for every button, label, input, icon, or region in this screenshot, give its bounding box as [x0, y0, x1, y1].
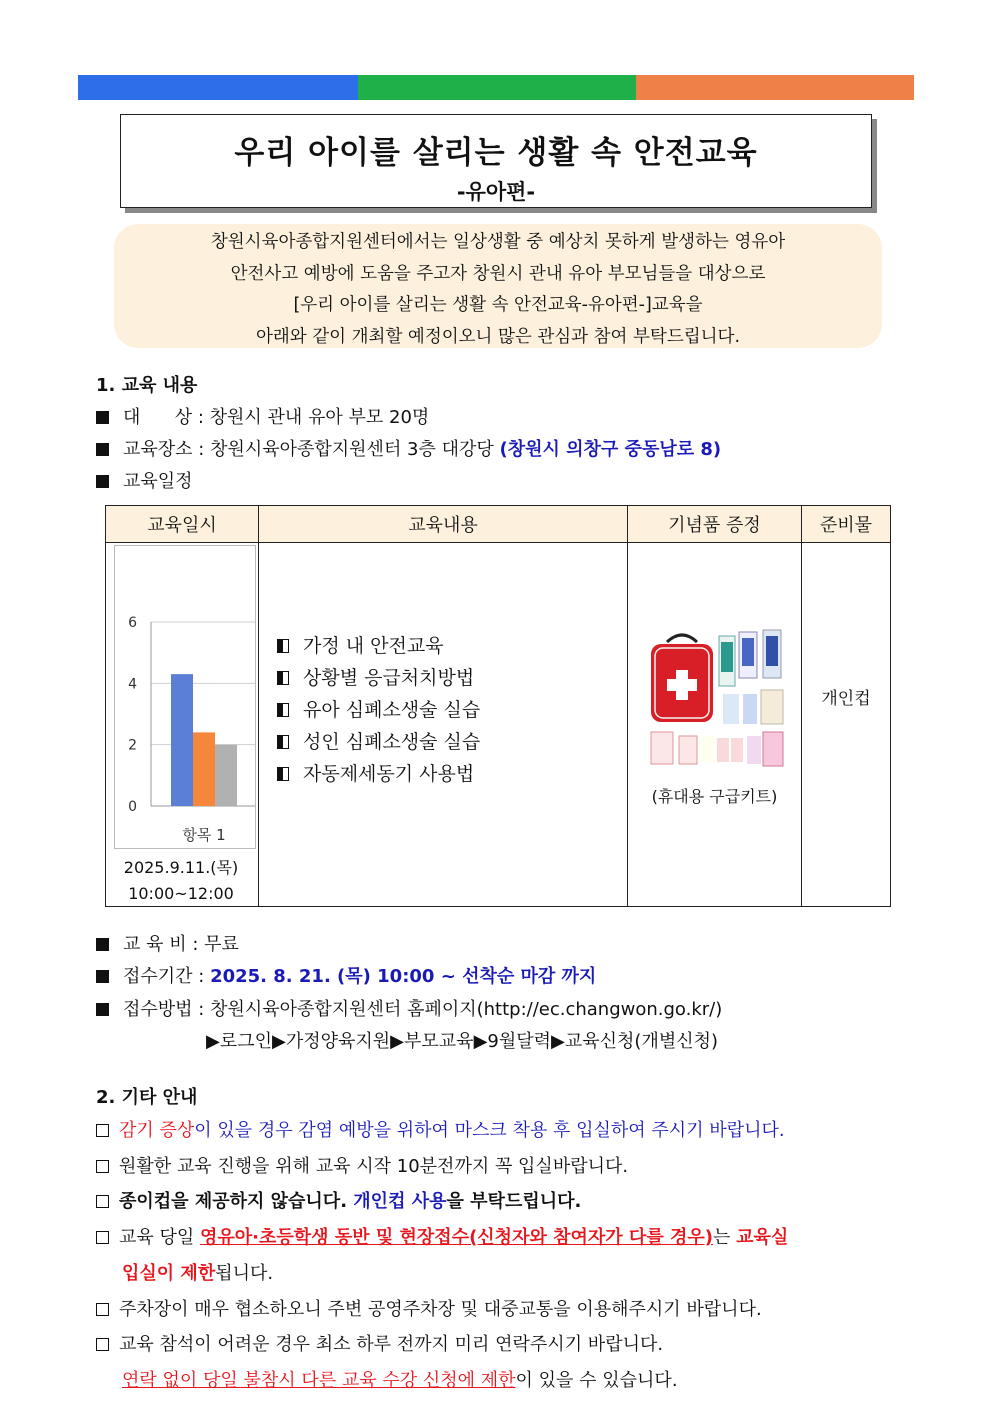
table-header-row	[106, 506, 891, 543]
chart-bar	[193, 732, 215, 806]
notice-6-cont: 연락 없이 당일 불참시 다른 교육 수강 신청에 제한이 있을 수 있습니다.	[122, 1370, 678, 1391]
content-item: 성인 심폐소생술 실습	[277, 726, 626, 758]
half-square-icon	[277, 639, 289, 653]
content-item: 가정 내 안전교육	[277, 630, 626, 662]
place-value: 창원시육아종합지원센터 3층 대강당	[210, 439, 500, 460]
content-item: 자동제세동기 사용법	[277, 758, 626, 790]
method-line	[96, 995, 722, 1021]
intro-box	[114, 224, 882, 348]
notice-3: 종이컵을 제공하지 않습니다. 개인컵 사용을 부탁드립니다.	[96, 1187, 581, 1213]
edu-time: 10:00~12:00	[128, 884, 234, 903]
section2-heading: 2. 기타 안내	[96, 1087, 198, 1108]
intro-line: 안전사고 예방에 도움을 주고자 창원시 관내 유아 부모님들을 대상으로	[230, 263, 766, 284]
fee-line	[96, 930, 239, 956]
method-value: 창원시육아종합지원센터 홈페이지(http://ec.changwon.go.kr/)	[210, 999, 723, 1020]
chart-frame	[114, 545, 256, 849]
schedule-line	[96, 467, 193, 493]
section1-heading: 1. 교육 내용	[96, 375, 198, 396]
half-square-icon	[277, 703, 289, 717]
page-subtitle: -유아편-	[456, 180, 536, 204]
chart-ytick-label: 6	[128, 615, 137, 631]
chart-bar	[171, 674, 193, 806]
intro-line: [우리 아이를 살리는 생활 속 안전교육-유아편-]교육을	[293, 295, 703, 315]
bullet-square-icon	[96, 938, 109, 951]
header-content: 교육내용	[259, 506, 628, 543]
edu-date: 2025.9.11.(목)	[123, 858, 239, 877]
supplies-cell	[802, 543, 891, 907]
bullet-square-icon	[96, 411, 109, 424]
header-supplies: 준비물	[802, 506, 891, 543]
target-label: 대 상 :	[123, 407, 210, 428]
method-path: ▶로그인▶가정양육지원▶부모교육▶9월달력▶교육신청(개별신청)	[206, 1031, 719, 1052]
checkbox-icon	[96, 1303, 109, 1316]
notice-6: 교육 참석이 어려운 경우 최소 하루 전까지 미리 연락주시기 바랍니다.	[96, 1330, 663, 1356]
content-item: 상황별 응급처치방법	[277, 662, 626, 694]
header-date: 교육일시	[106, 506, 259, 543]
checkbox-icon	[96, 1124, 109, 1137]
period-line	[96, 962, 596, 988]
date-cell	[106, 543, 259, 907]
checkbox-icon	[96, 1338, 109, 1351]
chart-ytick-label: 0	[128, 799, 137, 815]
chart-ytick-label: 4	[128, 676, 137, 693]
schedule-label: 교육일정	[123, 471, 193, 492]
fee-label: 교 육 비 :	[123, 934, 205, 955]
period-label: 접수기간 :	[123, 966, 211, 987]
half-square-icon	[277, 767, 289, 781]
schedule-table	[105, 505, 891, 907]
bar-chart	[115, 546, 257, 850]
chart-ytick-label: 2	[128, 737, 137, 754]
checkbox-icon	[96, 1195, 109, 1208]
method-label: 접수방법 :	[123, 999, 211, 1020]
period-value: 2025. 8. 21. (목) 10:00 ~ 선착순 마감 까지	[210, 966, 597, 987]
color-bar-green	[358, 75, 636, 100]
half-square-icon	[277, 735, 289, 749]
checkbox-icon	[96, 1160, 109, 1173]
color-bar-orange	[636, 75, 914, 100]
supplies-value: 개인컵	[821, 689, 871, 709]
target-value: 창원시 관내 유아 부모 20명	[209, 407, 430, 428]
place-address: (창원시 의창구 중동남로 8)	[499, 439, 722, 460]
notice-5: 주차장이 매우 협소하오니 주변 공영주차장 및 대중교통을 이용해주시기 바랍니다.	[96, 1295, 762, 1321]
bullet-square-icon	[96, 1003, 109, 1016]
first-aid-kit-image	[645, 628, 785, 774]
checkbox-icon	[96, 1231, 109, 1244]
place-line	[96, 435, 721, 461]
gift-cell	[628, 543, 802, 907]
header-gift: 기념품 증정	[628, 506, 802, 543]
notice-4-cont: 입실이 제한됩니다.	[122, 1263, 274, 1284]
place-label: 교육장소 :	[123, 439, 211, 460]
bullet-square-icon	[96, 443, 109, 456]
color-bar-blue	[78, 75, 358, 100]
notice-2: 원활한 교육 진행을 위해 교육 시작 10분전까지 꼭 입실바랍니다.	[96, 1152, 628, 1178]
chart-category-label: 항목 1	[182, 826, 226, 844]
gift-caption: (휴대용 구급키트)	[651, 787, 778, 806]
page-title: 우리 아이를 살리는 생활 속 안전교육	[234, 135, 758, 171]
intro-line: 아래와 같이 개최할 예정이오니 많은 관심과 참여 부탁드립니다.	[255, 326, 741, 347]
table-row	[106, 543, 891, 907]
half-square-icon	[277, 671, 289, 685]
bullet-square-icon	[96, 475, 109, 488]
fee-value: 무료	[204, 934, 239, 955]
notice-1: 감기 증상이 있을 경우 감염 예방을 위하여 마스크 착용 후 입실하여 주시기 바랍니다.	[96, 1116, 785, 1142]
content-cell	[259, 543, 628, 907]
bullet-square-icon	[96, 970, 109, 983]
title-box	[120, 114, 872, 208]
intro-line: 창원시육아종합지원센터에서는 일상생활 중 예상치 못하게 발생하는 영유아	[210, 232, 786, 252]
target-line	[96, 403, 429, 429]
chart-bar	[215, 745, 237, 806]
notice-4: 교육 당일 영유아·초등학생 동반 및 현장접수(신청자와 참여자가 다를 경우)는 교육실	[96, 1223, 788, 1249]
content-item: 유아 심폐소생술 실습	[277, 694, 626, 726]
